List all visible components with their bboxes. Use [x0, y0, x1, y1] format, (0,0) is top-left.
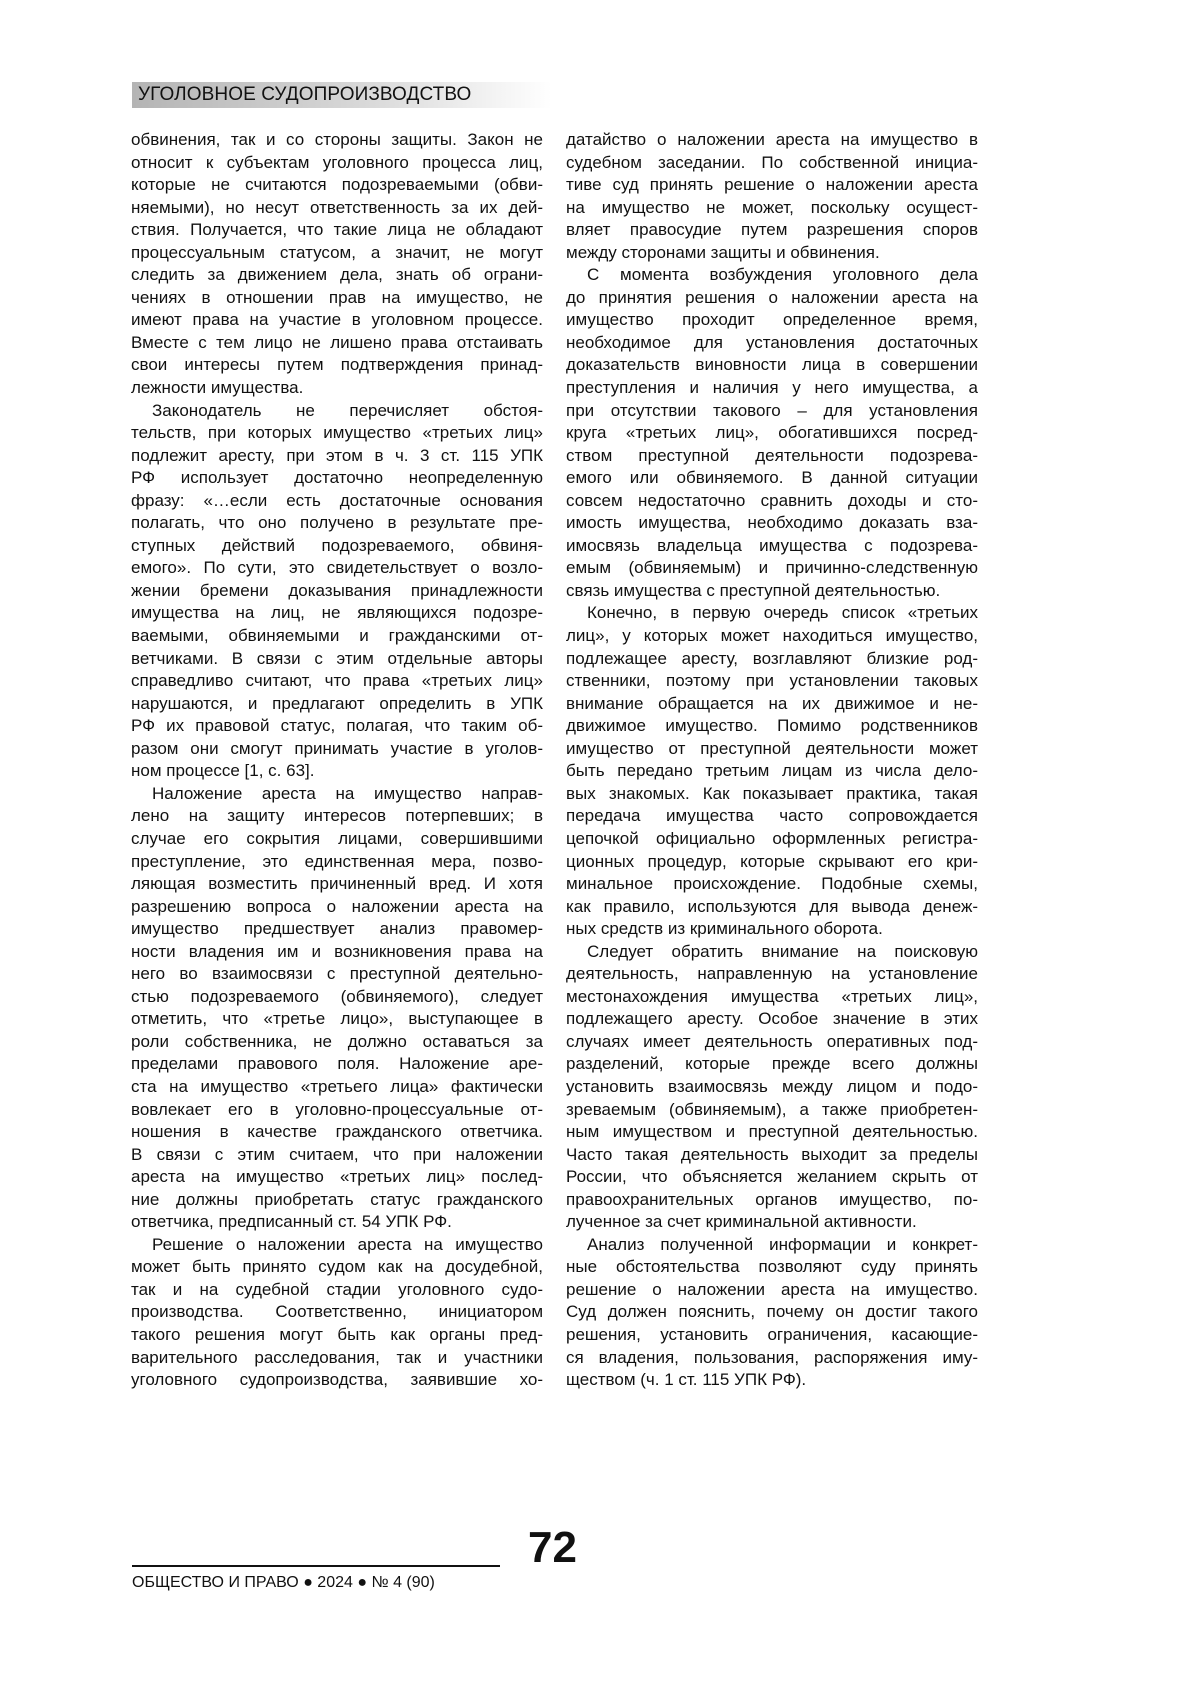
text-line: ством преступной деятельности подозрева-: [566, 445, 978, 468]
text-column-right: [566, 129, 978, 1392]
text-line: так и на судебной стадии уголовного судо-: [131, 1279, 543, 1302]
text-line: лиц», у которых может находиться имущество,: [566, 625, 978, 648]
text-line: Анализ полученной информации и конкрет-: [566, 1234, 978, 1257]
text-line: С момента возбуждения уголовного дела: [566, 264, 978, 287]
text-line: совсем недостаточно сравнить доходы и сто-: [566, 490, 978, 513]
text-line: зреваемым (обвиняемым), а также приобретен-: [566, 1099, 978, 1122]
text-line: случае его сокрытия лицами, совершившими: [131, 828, 543, 851]
text-line: РФ использует достаточно неопределенную: [131, 467, 543, 490]
text-line: вляет правосудие путем разрешения споров: [566, 219, 978, 242]
text-line: Вместе с тем лицо не лишено права отстаивать: [131, 332, 543, 355]
text-line: отметить, что «третье лицо», выступающее в: [131, 1008, 543, 1031]
text-line: ступных действий подозреваемого, обвиня-: [131, 535, 543, 558]
text-line: может быть принято судом как на досудебной,: [131, 1256, 543, 1279]
text-line: стью подозреваемого (обвиняемого), следует: [131, 986, 543, 1009]
text-line: пределами правового поля. Наложение аре-: [131, 1053, 543, 1076]
text-line: разрешению вопроса о наложении ареста на: [131, 896, 543, 919]
text-line: ляющая возместить причиненный вред. И хотя: [131, 873, 543, 896]
text-line: доказательств виновности лица в совершении: [566, 354, 978, 377]
text-column-left: [131, 129, 543, 1392]
text-line: лежности имущества.: [131, 377, 543, 400]
text-line: России, что объясняется желанием скрыть от: [566, 1166, 978, 1189]
section-header-band: [132, 82, 552, 108]
text-line: как правило, используются для вывода денеж-: [566, 896, 978, 919]
paragraph: [131, 1234, 543, 1392]
text-line: процессуальным статусом, а значит, не могут: [131, 242, 543, 265]
text-line: Решение о наложении ареста на имущество: [131, 1234, 543, 1257]
paragraph: [566, 1234, 978, 1392]
text-line: няемыми), но несут ответственность за их дей-: [131, 197, 543, 220]
text-line: лученное за счет криминальной активности.: [566, 1211, 978, 1234]
text-line: тиве суд принять решение о наложении ареста: [566, 174, 978, 197]
text-line: внимание обращается на их движимое и не-: [566, 693, 978, 716]
text-line: него во взаимосвязи с преступной деятельно-: [131, 963, 543, 986]
text-line: подлежит аресту, при этом в ч. 3 ст. 115 УПК: [131, 445, 543, 468]
text-line: деятельность, направленную на установление: [566, 963, 978, 986]
text-line: лено на защиту интересов потерпевших; в: [131, 805, 543, 828]
text-line: круга «третьих лиц», обогатившихся посред-: [566, 422, 978, 445]
text-line: ношения в качестве гражданского ответчика.: [131, 1121, 543, 1144]
text-line: между сторонами защиты и обвинения.: [566, 242, 978, 265]
text-line: ным имуществом и преступной деятельностью.: [566, 1121, 978, 1144]
text-line: ственники, поэтому при установлении таковых: [566, 670, 978, 693]
text-line: Следует обратить внимание на поисковую: [566, 941, 978, 964]
text-line: Суд должен пояснить, почему он достиг такого: [566, 1301, 978, 1324]
text-line: установить взаимосвязь между лицом и подо-: [566, 1076, 978, 1099]
text-line: ответчика, предписанный ст. 54 УПК РФ.: [131, 1211, 543, 1234]
text-line: ареста на имущество «третьих лиц» послед-: [131, 1166, 543, 1189]
text-line: ционных процедур, которые скрывают его кри-: [566, 851, 978, 874]
text-line: быть передано третьим лицам из числа дело-: [566, 760, 978, 783]
text-line: Наложение ареста на имущество направ-: [131, 783, 543, 806]
paragraph: [566, 129, 978, 264]
text-line: имущества на лиц, не являющихся подозре-: [131, 602, 543, 625]
text-line: разделений, которые прежде всего должны: [566, 1053, 978, 1076]
text-line: необходимое для установления достаточных: [566, 332, 978, 355]
text-line: местонахождения имущества «третьих лиц»,: [566, 986, 978, 1009]
section-title: УГОЛОВНОЕ СУДОПРОИЗВОДСТВО: [138, 84, 471, 106]
text-line: чениях в отношении прав на имущество, не: [131, 287, 543, 310]
text-line: решения, установить ограничения, касающие-: [566, 1324, 978, 1347]
journal-info: ОБЩЕСТВО И ПРАВО ● 2024 ● № 4 (90): [132, 1573, 435, 1593]
paragraph: [131, 783, 543, 1234]
text-line: фразу: «…если есть достаточные основания: [131, 490, 543, 513]
text-line: свои интересы путем подтверждения принад-: [131, 354, 543, 377]
text-line: уголовного судопроизводства, заявившие хо-: [131, 1369, 543, 1392]
text-line: ста на имущество «третьего лица» фактически: [131, 1076, 543, 1099]
text-line: Часто такая деятельность выходит за пределы: [566, 1144, 978, 1167]
text-line: цепочкой официально оформленных регистра-: [566, 828, 978, 851]
text-line: тельств, при которых имущество «третьих лиц»: [131, 422, 543, 445]
text-line: вых знакомых. Как показывает практика, такая: [566, 783, 978, 806]
text-line: относит к субъектам уголовного процесса лиц,: [131, 152, 543, 175]
text-line: подлежащее аресту, возглавляют близкие род-: [566, 648, 978, 671]
text-line: датайство о наложении ареста на имущество в: [566, 129, 978, 152]
text-line: такого решения могут быть как органы пред-: [131, 1324, 543, 1347]
text-line: преступление, это единственная мера, позво-: [131, 851, 543, 874]
text-line: ном процессе [1, с. 63].: [131, 760, 543, 783]
text-line: имосвязь владельца имущества с подозрева-: [566, 535, 978, 558]
paragraph: [566, 602, 978, 940]
paragraph: [131, 129, 543, 400]
text-line: В связи с этим считаем, что при наложении: [131, 1144, 543, 1167]
text-line: варительного расследования, так и участники: [131, 1347, 543, 1370]
text-line: РФ их правовой статус, полагая, что таким об-: [131, 715, 543, 738]
text-line: имущество проходит определенное время,: [566, 309, 978, 332]
text-line: емого или обвиняемого. В данной ситуации: [566, 467, 978, 490]
paragraph: [566, 264, 978, 602]
paragraph: [566, 941, 978, 1234]
text-line: вовлекает его в уголовно-процессуальные от-: [131, 1099, 543, 1122]
text-line: Конечно, в первую очередь список «третьих: [566, 602, 978, 625]
text-line: правоохранительных органов имущество, по-: [566, 1189, 978, 1212]
text-line: на имущество не может, поскольку осущест-: [566, 197, 978, 220]
text-line: передача имущества часто сопровождается: [566, 805, 978, 828]
paragraph: [131, 400, 543, 783]
text-line: ности владения им и возникновения права на: [131, 941, 543, 964]
text-line: имущество предшествует анализ правомер-: [131, 918, 543, 941]
text-line: справедливо считают, что права «третьих лиц»: [131, 670, 543, 693]
text-line: ветчиками. В связи с этим отдельные авторы: [131, 648, 543, 671]
text-line: ные обстоятельства позволяют суду принять: [566, 1256, 978, 1279]
text-line: минальное происхождение. Подобные схемы,: [566, 873, 978, 896]
text-line: ствия. Получается, что такие лица не обладают: [131, 219, 543, 242]
text-line: жении бремени доказывания принадлежности: [131, 580, 543, 603]
page-number: 72: [528, 1524, 577, 1572]
text-line: решение о наложении ареста на имущество.: [566, 1279, 978, 1302]
text-line: при отсутствии такового – для установления: [566, 400, 978, 423]
text-line: ваемыми, обвиняемыми и гражданскими от-: [131, 625, 543, 648]
text-line: случаях имеет деятельность оперативных под-: [566, 1031, 978, 1054]
text-line: имущество от преступной деятельности может: [566, 738, 978, 761]
text-line: емым (обвиняемым) и причинно-следственную: [566, 557, 978, 580]
text-line: роли собственника, не должно оставаться за: [131, 1031, 543, 1054]
text-line: имость имущества, необходимо доказать вза-: [566, 512, 978, 535]
text-line: Законодатель не перечисляет обстоя-: [131, 400, 543, 423]
text-line: ных средств из криминального оборота.: [566, 918, 978, 941]
text-line: следить за движением дела, знать об ограни-: [131, 264, 543, 287]
text-line: подлежащего аресту. Особое значение в этих: [566, 1008, 978, 1031]
text-line: ществом (ч. 1 ст. 115 УПК РФ).: [566, 1369, 978, 1392]
footer-divider: [132, 1565, 500, 1567]
text-line: имеют права на участие в уголовном процессе.: [131, 309, 543, 332]
text-line: судебном заседании. По собственной инициа-: [566, 152, 978, 175]
text-line: преступления и наличия у него имущества, а: [566, 377, 978, 400]
text-line: разом они смогут принимать участие в уголов-: [131, 738, 543, 761]
text-line: ся владения, пользования, распоряжения иму-: [566, 1347, 978, 1370]
text-line: ние должны приобретать статус гражданского: [131, 1189, 543, 1212]
text-line: движимое имущество. Помимо родственников: [566, 715, 978, 738]
text-line: обвинения, так и со стороны защиты. Закон не: [131, 129, 543, 152]
text-line: емого». По сути, это свидетельствует о возло-: [131, 557, 543, 580]
text-line: до принятия решения о наложении ареста на: [566, 287, 978, 310]
text-line: полагать, что оно получено в результате пре-: [131, 512, 543, 535]
text-line: нарушаются, и предлагают определить в УПК: [131, 693, 543, 716]
text-line: которые не считаются подозреваемыми (обви-: [131, 174, 543, 197]
text-line: связь имущества с преступной деятельностью.: [566, 580, 978, 603]
text-line: производства. Соответственно, инициатором: [131, 1301, 543, 1324]
